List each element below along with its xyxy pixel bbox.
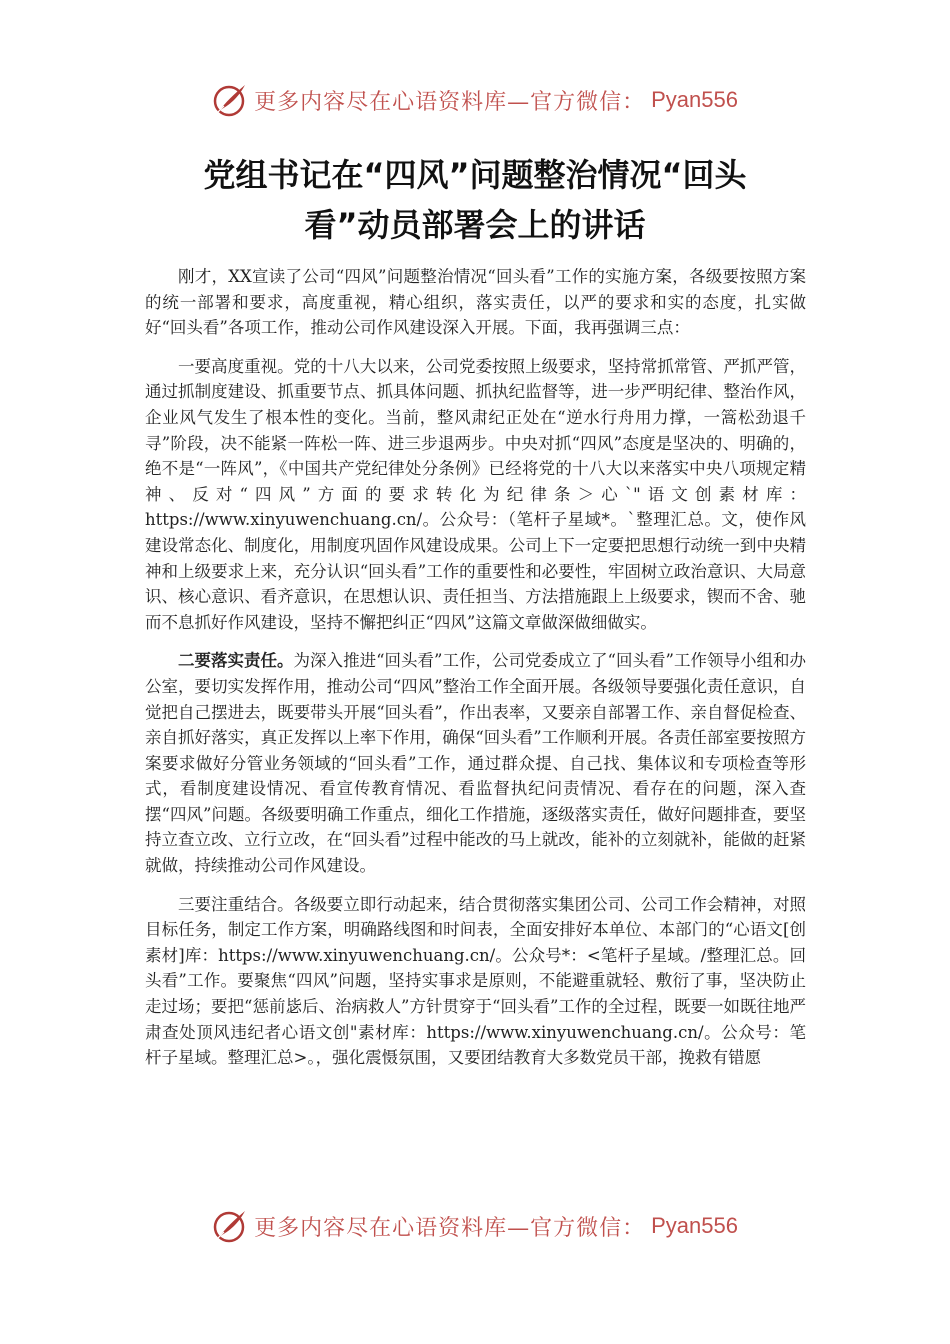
banner-text: 更多内容尽在心语资料库—官方微信： [254, 89, 646, 115]
paragraph-lead: 二要落实责任。 [178, 651, 294, 671]
banner-text: 更多内容尽在心语资料库—官方微信： [254, 1215, 646, 1241]
paragraph-text: 为深入推进“回头看”工作，公司党委成立了“回头看”工作领导小组和办公室，要切实发挥作用，推动公司“四风”整治工作全面开展。各级领导要强化责任意识，自觉把自己摆进去，既要带头开展“回头看”，作出表率，又要亲自部署工作、亲自督促检查、亲自抓好落实，真正发挥以上率下作用，确保“回头看”工作顺利开展。各责任部室要按照方案要求做好分管业务领域的“回头看”工作，通过群众提、自己找、集体议和专项检查等形式，看制度建设情况、看宣传教育情况、看监督执纪问责情况、看存在的问题，深入查摆“四风”问题。各级要明确工作重点，细化工作措施，逐级落实责任，做好问题排查，要坚持立查立改、立行立改，在“回头看”过程中能改的马上就改，能补的立刻就补，能做的赶紧就做，持续推动公司作风建设。 [145, 651, 806, 876]
paragraph-point-3 [145, 892, 806, 1071]
footer-banner [0, 1208, 950, 1244]
document-title [140, 150, 810, 250]
wechat-id: Pyan556 [651, 87, 738, 112]
document-body [145, 264, 806, 1084]
title-line-1: 党组书记在“四风”问题整治情况“回头 [203, 156, 747, 194]
paragraph-point-1 [145, 354, 806, 636]
paragraph-intro [145, 264, 806, 341]
paragraph-text: 三要注重结合。各级要立即行动起来，结合贯彻落实集团公司、公司工作会精神，对照目标任务，制定工作方案，明确路线图和时间表，全面安排好本单位、本部门的“心语文[创素材]库：https://www.xinyuwenchuang.cn/。公众号*：<笔杆子星域。/整理汇总。回头看”工作。要聚焦“四风”问题，坚持实事求是原则，不能避重就轻、敷衍了事，坚决防止走过场；要把“惩前毖后、治病救人”方针贯穿于“回头看”工作的全过程，既要一如既往地严肃查处顶风违纪者心语文创"素材库：https://www.xinyuwenchuang.cn/。公众号：笔杆子星域。整理汇总>。，强化震慑氛围，又要团结教育大多数党员干部，挽救有错愿 [145, 894, 806, 1068]
wechat-id: Pyan556 [651, 1213, 738, 1238]
title-line-2: 看”动员部署会上的讲话 [304, 206, 646, 244]
header-banner [0, 82, 950, 118]
paragraph-text: 一要高度重视。党的十八大以来，公司党委按照上级要求，坚持常抓常管、严抓严管，通过抓制度建设、抓重要节点、抓具体问题、抓执纪监督等，进一步严明纪律、整治作风，企业风气发生了根本性的变化。当前，整风肃纪正处在“逆水行舟用力撑，一篙松劲退千寻”阶段，决不能紧一阵松一阵、进三步退两步。中央对抓“四风”态度是坚决的、明确的，绝不是“一阵风”，《中国共产党纪律处分条例》已经将党的十八大以来落实中央八项规定精神、反对“四风”方面的要求转化为纪律条＞心`"语文创素材库：https://www.xinyuwenchuang.cn/。公众号：（笔杆子星域*。`整理汇总。文，使作风建设常态化、制度化，用制度巩固作风建设成果。公司上下一定要把思想行动统一到中央精神和上级要求上来，充分认识“回头看”工作的重要性和必要性，牢固树立政治意识、大局意识、核心意识、看齐意识，在思想认识、责任担当、方法措施跟上上级要求，锲而不舍、驰而不息抓好作风建设，坚持不懈把纠正“四风”这篇文章做深做细做实。 [145, 356, 806, 632]
quill-pen-logo-icon [212, 1208, 248, 1244]
paragraph-text: 刚才，XX宣读了公司“四风”问题整治情况“回头看”工作的实施方案，各级要按照方案的统一部署和要求，高度重视，精心组织，落实责任，以严的要求和实的态度，扎实做好“回头看”各项工作，推动公司作风建设深入开展。下面，我再强调三点： [145, 267, 806, 338]
quill-pen-logo-icon [212, 82, 248, 118]
paragraph-point-2 [145, 648, 806, 878]
